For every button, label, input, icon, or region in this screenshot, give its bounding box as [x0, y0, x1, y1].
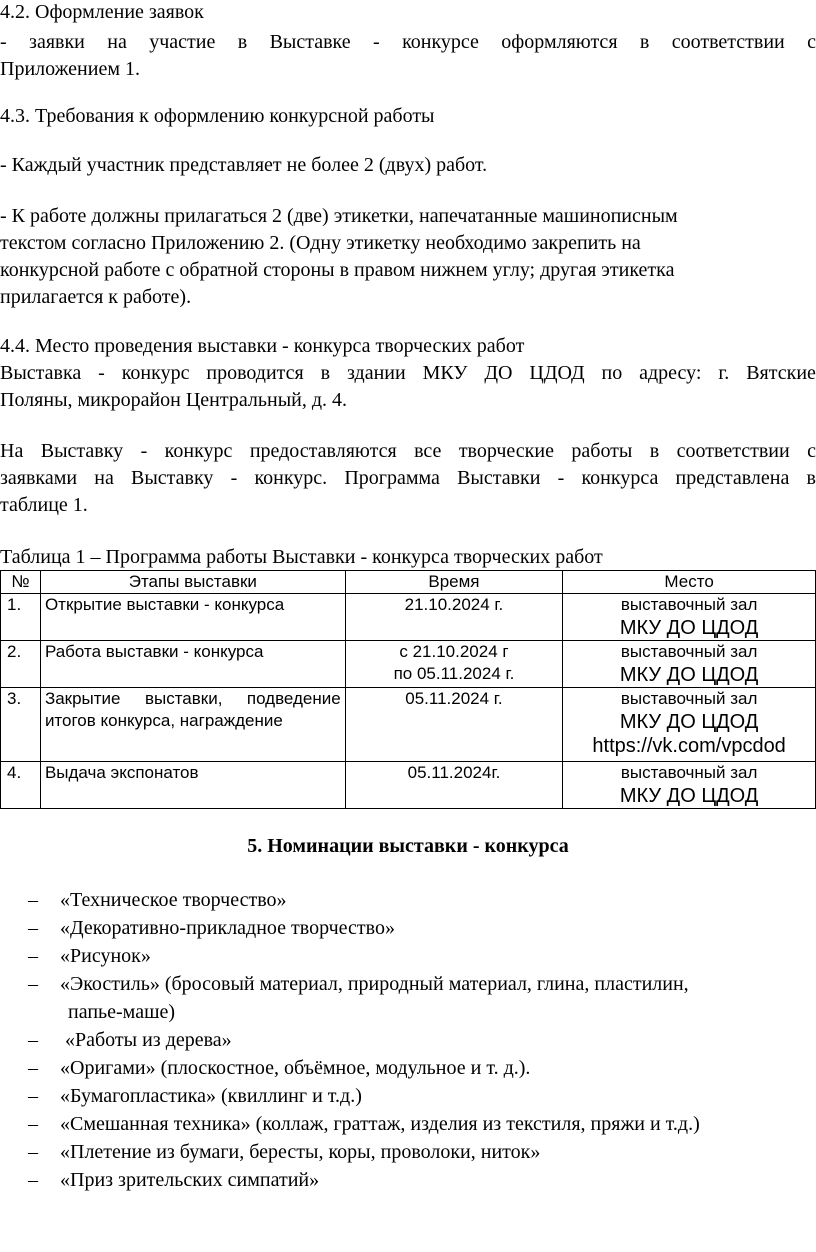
- row-time: 05.11.2024г.: [345, 762, 562, 809]
- section-4-3-title: 4.3. Требования к оформлению конкурсной работы: [0, 105, 435, 127]
- row-stage: Выдача экспонатов: [40, 762, 345, 809]
- table-row: [1, 641, 816, 688]
- row-place: выставочный зал МКУ ДО ЦДОД: [563, 762, 816, 809]
- list-item: – «Декоративно-прикладное творчество»: [28, 917, 395, 939]
- row-place: выставочный зал МКУ ДО ЦДОД https://vk.com/vpcdod: [563, 688, 816, 762]
- row-stage: Открытие выставки - конкурса: [40, 594, 345, 641]
- section-4-3-paragraph-2: - К работе должны прилагаться 2 (две) этикетки, напечатанные машинописным текстом согласно Приложению 2. (Одну этикетку необходимо закрепить на конкурсной работе с обратной стороны в правом нижнем углу; другая этикетка прилагается к работе).: [0, 205, 678, 308]
- section-4-4-address-line2: Поляны, микрорайон Центральный, д. 4.: [0, 389, 348, 411]
- table-row: [1, 594, 816, 641]
- row-time: с 21.10.2024 г по 05.11.2024 г.: [345, 641, 562, 688]
- list-item: – «Техническое творчество»: [28, 889, 287, 911]
- row-number: 2.: [1, 641, 41, 688]
- header-place: Место: [563, 571, 816, 594]
- section-5-title: 5. Номинации выставки - конкурса: [247, 835, 569, 857]
- section-4-4-paragraph-line3: таблице 1.: [0, 494, 88, 516]
- section-4-4-paragraph-line1: На Выставку - конкурс предоставляются все творческие работы в соответствии с: [0, 440, 816, 462]
- section-4-4-paragraph-line2: заявками на Выставку - конкурс. Программа Выставки - конкурса представлена в: [0, 467, 816, 489]
- table-row: [1, 688, 816, 762]
- row-number: 3.: [1, 688, 41, 762]
- table-header-row: [1, 571, 816, 594]
- list-item: – «Оригами» (плоскостное, объёмное, модульное и т. д.).: [28, 1057, 531, 1079]
- list-item: – «Рисунок»: [28, 945, 151, 967]
- table-caption: Таблица 1 – Программа работы Выставки - конкурса творческих работ: [0, 546, 603, 568]
- row-time: 21.10.2024 г.: [345, 594, 562, 641]
- list-item: – «Экостиль» (бросовый материал, природный материал, глина, пластилин, папье-маше): [28, 973, 689, 1023]
- header-stage: Этапы выставки: [40, 571, 345, 594]
- section-4-3-paragraph-1: - Каждый участник представляет не более 2 (двух) работ.: [0, 154, 488, 176]
- list-item: – «Смешанная техника» (коллаж, граттаж, изделия из текстиля, пряжи и т.д.): [28, 1113, 700, 1135]
- row-number: 4.: [1, 762, 41, 809]
- section-4-2-text-line2: Приложением 1.: [0, 58, 140, 80]
- row-place: выставочный зал МКУ ДО ЦДОД: [563, 594, 816, 641]
- nominations-list: [0, 886, 700, 1194]
- section-4-4-address-line1: Выставка - конкурс проводится в здании МКУ ДО ЦДОД по адресу: г. Вятские: [0, 362, 816, 384]
- section-4-4-title: 4.4. Место проведения выставки - конкурса творческих работ: [0, 335, 525, 357]
- program-table: [0, 570, 816, 809]
- row-stage: Закрытие выставки, подведение итогов конкурса, награждение: [40, 688, 345, 762]
- section-4-2-text-line1: - заявки на участие в Выставке - конкурсе оформляются в соответствии с: [0, 31, 816, 53]
- row-number: 1.: [1, 594, 41, 641]
- row-time: 05.11.2024 г.: [345, 688, 562, 762]
- section-4-2-title: 4.2. Оформление заявок: [0, 1, 204, 23]
- list-item: – «Плетение из бумаги, бересты, коры, проволоки, ниток»: [28, 1141, 541, 1163]
- table-row: [1, 762, 816, 809]
- list-item: – «Приз зрительских симпатий»: [28, 1169, 320, 1191]
- vk-link[interactable]: https://vk.com/vpcdod: [592, 735, 786, 757]
- header-time: Время: [345, 571, 562, 594]
- row-place: выставочный зал МКУ ДО ЦДОД: [563, 641, 816, 688]
- list-item: – «Бумагопластика» (квиллинг и т.д.): [28, 1085, 362, 1107]
- header-number: №: [1, 571, 41, 594]
- row-stage: Работа выставки - конкурса: [40, 641, 345, 688]
- list-item: – «Работы из дерева»: [28, 1029, 232, 1051]
